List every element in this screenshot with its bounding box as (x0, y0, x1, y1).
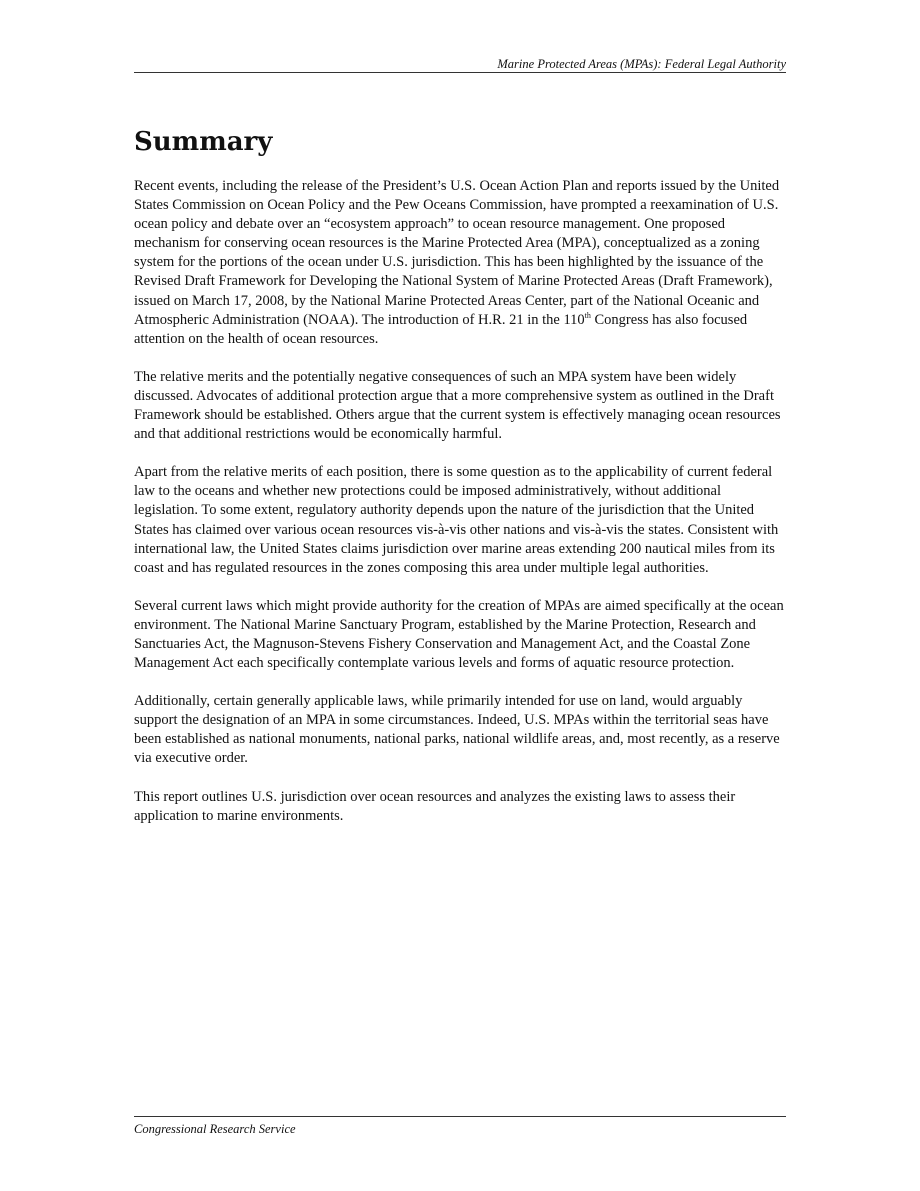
paragraph-2: The relative merits and the potentially negative consequences of such an MPA system have been widely discussed. Advocates of additional protection argue that a more comprehensive system as outlined in the Draft Framework should be established. Others argue that the current system is effectively managing ocean resources and that additional restrictions would be economically harmful. (134, 368, 781, 443)
footer-divider (134, 1116, 786, 1117)
paragraph-3: Apart from the relative merits of each position, there is some question as to the applicability of current federal law to the oceans and whether new protections could be imposed administratively, without additional legislation. To some extent, regulatory authority depends upon the nature of the jurisdiction that the United States has claimed over various ocean resources vis-à-vis other nations and vis-à-vis the states. Consistent with international law, the United States claims jurisdiction over marine areas extending 200 nautical miles from its coast and has regulated resources in the zones composing this area under multiple legal authorities. (134, 464, 779, 576)
paragraph-4: Several current laws which might provide authority for the creation of MPAs are aimed specifically at the ocean environment. The National Marine Sanctuary Program, established by the Marine Protection, Research and Sanctuaries Act, the Magnuson-Stevens Fishery Conservation and Management Act, and the Coastal Zone Management Act each specifically contemplate various levels and forms of aquatic resource protection. (134, 597, 784, 672)
paragraph-6: This report outlines U.S. jurisdiction over ocean resources and analyzes the existing laws to assess their application to marine environments. (134, 788, 736, 824)
paragraph-1-text: Recent events, including the release of the President’s U.S. Ocean Action Plan and reports issued by the United States Commission on Ocean Policy and the Pew Oceans Commission, have prompted a reexamination of U.S. ocean policy and debate over an “ecosystem approach” to ocean resource management. One proposed mechanism for conserving ocean resources is the Marine Protected Area (MPA), conceptualized as a zoning system for the portions of the ocean under U.S. jurisdiction. This has been highlighted by the issuance of the Revised Draft Framework for Developing the National System of Marine Protected Areas (Draft Framework), issued on March 17, 2008, by the National Marine Protected Areas Center, part of the National Oceanic and Atmospheric Administration (NOAA). The introduction of H.R. 21 in the 110 (134, 178, 780, 328)
summary-body (134, 177, 786, 845)
ordinal-superscript: th (584, 310, 591, 320)
paragraph-5: Additionally, certain generally applicable laws, while primarily intended for use on land, would arguably support the designation of an MPA in some circumstances. Indeed, U.S. MPAs within the territorial seas have been established as national monuments, national parks, national wildlife areas, and, most recently, as a reserve via executive order. (134, 693, 780, 767)
header-divider (134, 72, 786, 73)
paragraph-1-text-end: Congress has also focused attention on the health of ocean resources. (134, 311, 748, 347)
running-header-title: Marine Protected Areas (MPAs): Federal Legal Authority (497, 57, 786, 71)
section-heading: Summary (134, 127, 273, 157)
running-footer-organization: Congressional Research Service (134, 1122, 296, 1136)
paragraph-1 (134, 177, 786, 349)
